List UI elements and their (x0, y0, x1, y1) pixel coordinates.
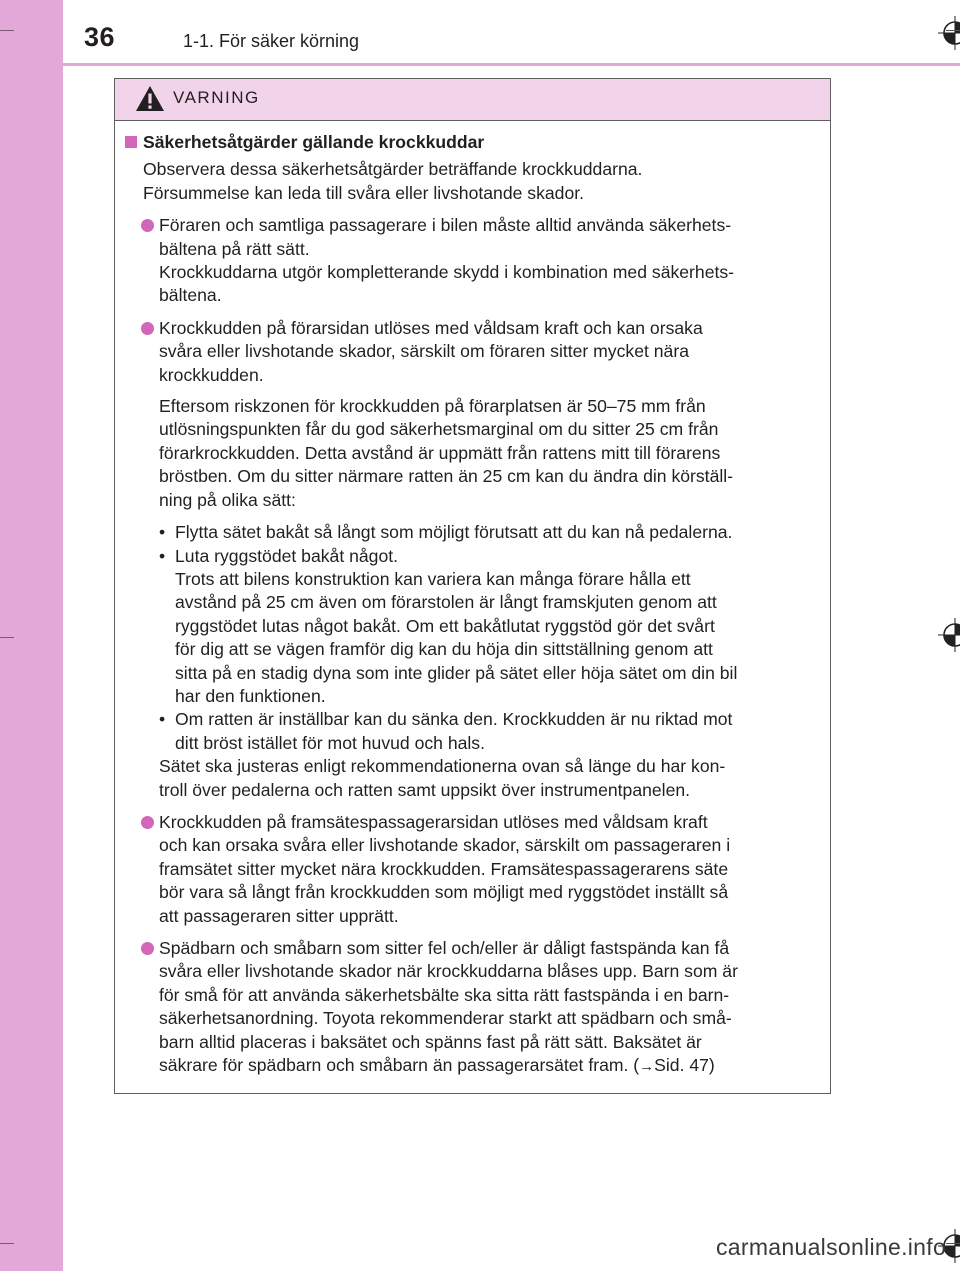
crop-mark (0, 637, 14, 638)
warning-triangle-icon (135, 85, 165, 112)
text-line: och kan orsaka svåra eller livshotande skador, särskilt om passageraren i (159, 835, 731, 856)
text-line: att passageraren sitter upprätt. (159, 905, 399, 926)
text-line: Krockkudden på framsätespassagerarsidan utlöses med våldsam kraft (159, 811, 708, 832)
circle-bullet-icon (141, 816, 154, 829)
watermark: carmanualsonline.info (716, 1234, 947, 1260)
text-line: Krockkudden på förarsidan utlöses med våldsam kraft och kan orsaka (159, 317, 703, 338)
bullet-continuation (125, 568, 825, 708)
text-line: för små för att använda säkerhetsbälte ska sitta rätt fastspända i en barn- (159, 984, 730, 1005)
text-line (159, 1054, 825, 1078)
bullet-glyph: • (159, 545, 166, 566)
list-item (125, 214, 825, 308)
heading-text: Säkerhetsåtgärder gällande krockkuddar (143, 132, 485, 152)
bullet-glyph: • (159, 709, 166, 730)
text-line: troll över pedalerna och ratten samt uppsikt över instrumentpanelen. (159, 779, 691, 800)
intro-paragraph (125, 158, 825, 205)
section-title: 1-1. För säker körning (183, 31, 360, 51)
text-line: bältena på rätt sätt. (159, 238, 310, 259)
text-line: krockkudden. (159, 364, 264, 385)
text-line: svåra eller livshotande skador när krockkuddarna blåses upp. Barn som är (159, 961, 738, 982)
text-line: säkerhetsanordning. Toyota rekommenderar starkt att spädbarn och små- (159, 1008, 732, 1029)
text-fragment: säkrare för spädbarn och småbarn än passagerarsätet fram. ( (159, 1055, 640, 1076)
text-line: för dig att se vägen framför dig kan du höja din sittställning genom att (175, 639, 713, 660)
bullet-item (125, 521, 825, 544)
list-item (125, 317, 825, 387)
text-line: Observera dessa säkerhetsåtgärder beträffande krockkuddarna. (143, 159, 643, 180)
text-line: förarkrockkudden. Detta avstånd är uppmätt från rattens mitt till förarens (159, 442, 721, 463)
after-note (125, 755, 825, 802)
warning-title: VARNING (173, 88, 260, 107)
warning-box (114, 78, 831, 1094)
text-line: ditt bröst istället för mot huvud och hals. (175, 732, 485, 753)
warning-content (125, 131, 825, 1078)
circle-bullet-icon (141, 942, 154, 955)
bullet-glyph: • (159, 522, 166, 543)
text-line: bältena. (159, 285, 222, 306)
text-line: har den funktionen. (175, 685, 326, 706)
crop-mark (946, 30, 960, 31)
text-line: bör vara så långt från krockkudden som möjligt med ryggstödet inställt så (159, 882, 729, 903)
crop-mark (946, 1243, 960, 1244)
arrow-right-icon: → (639, 1058, 655, 1076)
text-line: bröstben. Om du sitter närmare ratten än 25 cm kan du ändra din körställ- (159, 466, 734, 487)
text-line: Spädbarn och småbarn som sitter fel och/eller är dåligt fastspända kan få (159, 938, 730, 958)
bullet-item (125, 708, 825, 731)
header-rule (63, 63, 960, 66)
registration-mark-icon (938, 16, 960, 50)
text-line: Trots att bilens konstruktion kan variera kan många förare hålla ett (175, 568, 691, 589)
text-line: Försummelse kan leda till svåra eller livshotande skador. (143, 182, 585, 203)
section-heading (125, 131, 825, 154)
crop-mark (0, 30, 14, 31)
text-line: utlösningspunkten får du god säkerhetsmarginal om du sitter 25 cm från (159, 419, 719, 440)
text-line: ning på olika sätt: (159, 489, 296, 510)
square-bullet-icon (125, 136, 137, 148)
list-item (125, 937, 825, 1078)
text-line: Luta ryggstödet bakåt något. (175, 545, 399, 566)
page-reference-link[interactable]: Sid. 47) (654, 1055, 715, 1076)
circle-bullet-icon (141, 322, 154, 335)
text-line: ryggstödet lutas något bakåt. Om ett bakåtlutat ryggstöd gör det svårt (175, 615, 715, 636)
crop-mark (0, 1243, 14, 1244)
registration-mark-icon (938, 618, 960, 652)
circle-bullet-icon (141, 219, 154, 232)
page-number: 36 (84, 22, 116, 52)
list-item (125, 811, 825, 928)
text-line: barn alltid placeras i baksätet och spänns fast på rätt sätt. Baksätet är (159, 1031, 702, 1052)
text-line: Föraren och samtliga passagerare i bilen måste alltid använda säkerhets- (159, 215, 732, 236)
text-line: Krockkuddarna utgör kompletterande skydd i kombination med säkerhets- (159, 262, 735, 283)
text-line: Om ratten är inställbar kan du sänka den. Krockkudden är nu riktad mot (175, 709, 733, 730)
bullet-list (125, 521, 825, 802)
warning-header (115, 79, 830, 121)
bullet-item (125, 545, 825, 568)
text-line: avstånd på 25 cm även om förarstolen är långt framskjuten genom att (175, 592, 717, 613)
text-line: sitta på en stadig dyna som inte glider på sätet eller höja sätet om din bil (175, 662, 738, 683)
text-line: Flytta sätet bakåt så långt som möjligt förutsatt att du kan nå pedalerna. (175, 522, 733, 543)
text-line: framsätet sitter mycket nära krockkudden. Framsätespassagerarens säte (159, 858, 729, 879)
text-line: svåra eller livshotande skador, särskilt om föraren sitter mycket nära (159, 341, 689, 362)
text-line: Sätet ska justeras enligt rekommendationerna ovan så länge du har kon- (159, 756, 726, 777)
text-line: Eftersom riskzonen för krockkudden på förarplatsen är 50–75 mm från (159, 396, 706, 417)
page-side-tab (0, 0, 63, 1271)
note-paragraph (125, 395, 825, 512)
